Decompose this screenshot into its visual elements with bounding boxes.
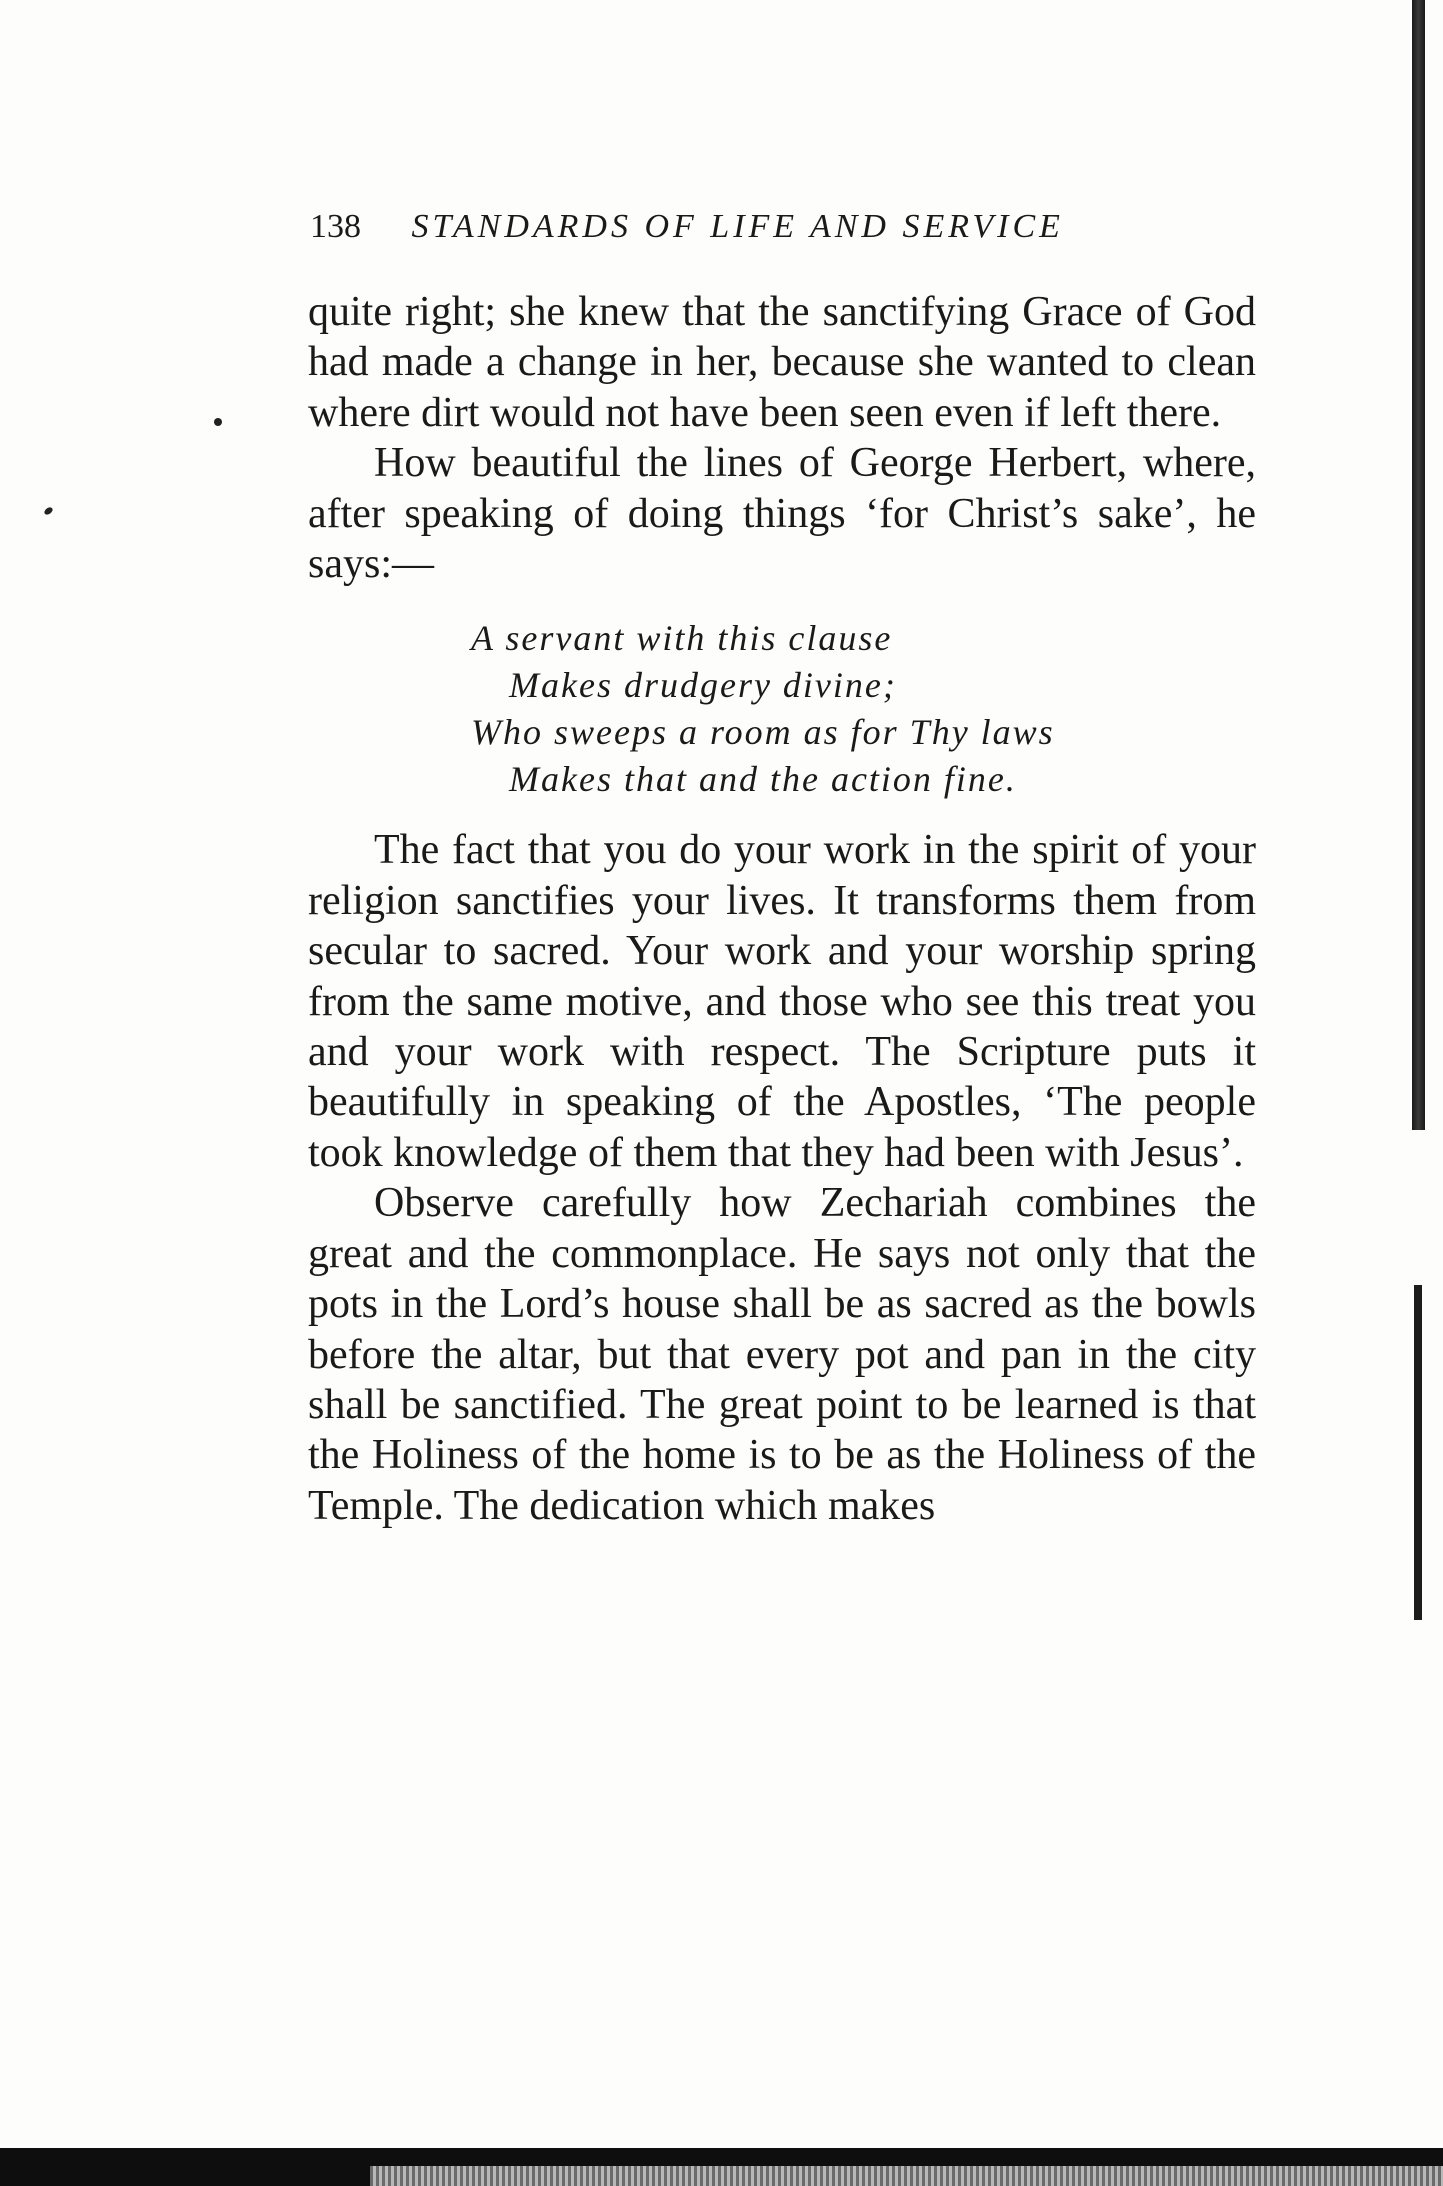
paragraph-herbert-intro: How beautiful the lines of George Herbert, where, after speaking of doing things ‘for Christ’s sake’, he says:— bbox=[308, 440, 1256, 588]
paragraph-continued: quite right; she knew that the sanctifying Grace of God had made a change in her, because she wanted to clean where dirt would not have been seen even if left there. bbox=[308, 289, 1256, 436]
verse-quotation bbox=[471, 615, 1256, 803]
verse-line: Who sweeps a room as for Thy laws bbox=[471, 712, 1055, 753]
page-number: 138 bbox=[310, 208, 361, 245]
scan-edge-shadow-lower bbox=[1414, 1285, 1422, 1620]
running-title: STANDARDS OF LIFE AND SERVICE bbox=[411, 208, 1064, 245]
running-head bbox=[310, 208, 1260, 246]
scan-edge-shadow bbox=[1412, 0, 1425, 1130]
scan-bottom-strip bbox=[370, 2166, 1443, 2186]
paragraph-work-spirit: The fact that you do your work in the spirit of your religion sanctifies your lives. It transforms them from secular to sacred. Your work and your worship spring from the same motive, and those who see this treat you and your work with respect. The Scripture puts it beautifully in speaking of the Apostles, ‘The people took knowledge of them that they had been with Jesus’. bbox=[308, 827, 1256, 1176]
scan-speck bbox=[214, 418, 222, 426]
paragraph-zechariah: Observe carefully how Zechariah combines the great and the commonplace. He says not only that the pots in the Lord’s house shall be as sacred as the bowls before the altar, but that every pot and pan in the city shall be sanctified. The great point to be learned is that the Holiness of the home is to be as the Holiness of the Temple. The dedication which makes bbox=[308, 1180, 1256, 1529]
verse-line: Makes that and the action fine. bbox=[509, 759, 1017, 800]
verse-line: Makes drudgery divine; bbox=[509, 665, 897, 706]
scan-speck bbox=[43, 506, 54, 516]
verse-line: A servant with this clause bbox=[471, 618, 893, 659]
body-text bbox=[308, 287, 1256, 1531]
